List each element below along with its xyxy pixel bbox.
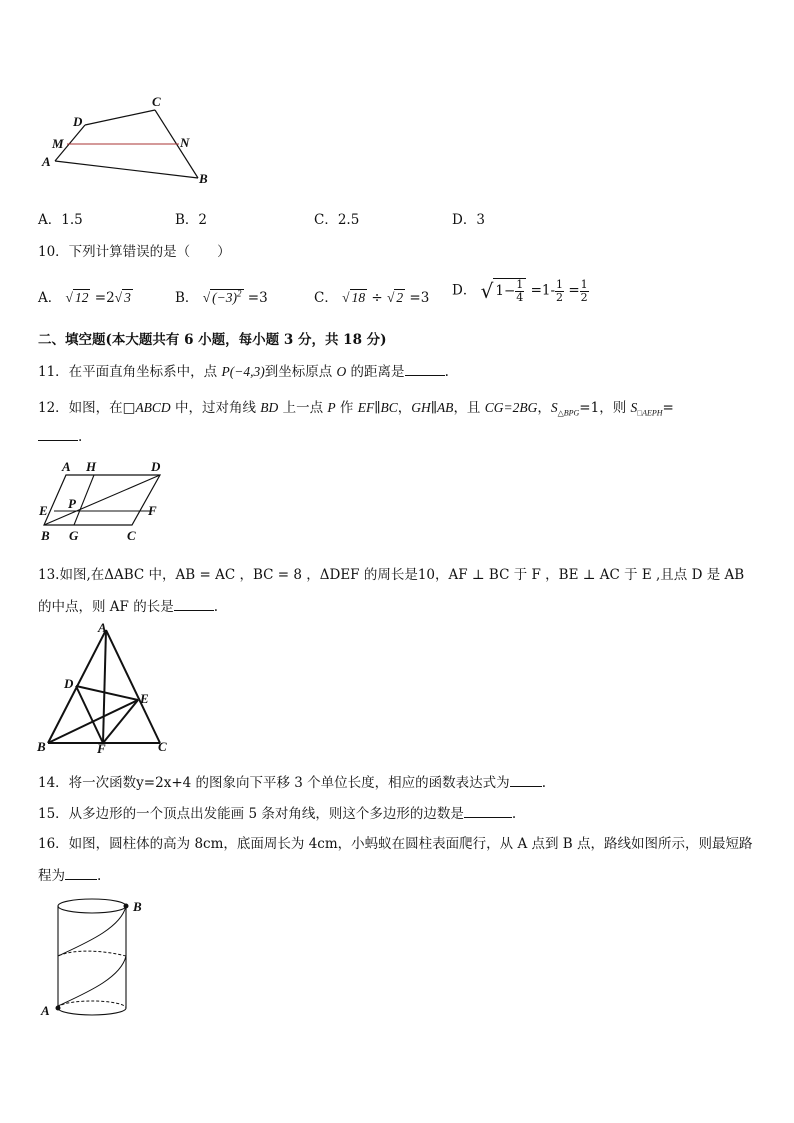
q16-cylinder-top (58, 899, 126, 913)
q9-option-a: A．1.5 (38, 212, 83, 228)
q12-label-c: C (127, 528, 136, 543)
q12-line2: . (38, 428, 82, 445)
q12-diagonal-bd (44, 475, 160, 525)
q11-answer-blank[interactable] (405, 363, 445, 376)
q10-option-a: A． √ 12 =2√ 3 (38, 290, 131, 306)
q9-option-d: D．3 (452, 212, 485, 228)
q9-side-ab (55, 161, 198, 178)
q13-segment-de (76, 686, 138, 700)
q9-label-m: M (52, 136, 64, 151)
q12-label-e: E (39, 503, 48, 518)
q10-option-b: B． √ $(-3)^2 =3$ (175, 288, 268, 306)
q9-label-b: B (199, 171, 208, 186)
q13-label-e: E (140, 691, 149, 706)
q9-option-c: C．2.5 (314, 212, 360, 228)
q9-label-c: C (152, 94, 161, 109)
q13-line2: 的中点，则 AF 的长是 . (38, 599, 218, 615)
q10-option-d: D． √ 1− $\frac{1}{4}$ =1- $\frac{1}{2}$ = $\frac{1}{2}$ (452, 277, 588, 304)
q9-option-b: B．2 (175, 212, 208, 228)
q9-trapezoid-figure (38, 94, 218, 190)
q9-label-a: A (42, 154, 51, 169)
q13-line1: 13.如图,在ΔABC 中，AB = AC ，BC = 8 ，ΔDEF 的周长是10，AF ⊥ BC 于 F ，BE ⊥ AC 于 E ,且点 D 是 AB (38, 567, 745, 583)
q14-answer-blank[interactable] (510, 774, 542, 787)
q16-answer-blank[interactable] (65, 867, 97, 880)
q12-label-p: P (68, 496, 76, 511)
q16-label-a: A (41, 1003, 50, 1018)
q12-line-gh (74, 475, 94, 525)
q14-text: 14．将一次函数y=2x+4 的图象向下平移 3 个单位长度，相应的函数表达式为 . (38, 775, 546, 791)
q12-label-b: B (41, 528, 50, 543)
q16-cylinder-bottom-back (58, 1001, 126, 1008)
q13-altitude-af (103, 630, 106, 743)
q11-text: 11．在平面直角坐标系中，点 P(−4,3)到坐标原点 O 的距离是 . (38, 364, 449, 380)
q9-label-n: N (180, 135, 190, 150)
q13-side-ac (106, 630, 160, 743)
q10-option-c: C． √ 18 ÷ √ 2 =3 (314, 290, 430, 306)
q12-label-h: H (86, 460, 97, 474)
q13-triangle-figure (34, 620, 178, 754)
section-2-heading: 二、填空题(本大题共有 6 小题，每小题 3 分，共 18 分) (38, 332, 387, 348)
q13-answer-blank[interactable] (174, 598, 214, 611)
q16-point-a (56, 1006, 61, 1011)
q16-cylinder-bottom-front (58, 1008, 126, 1015)
q13-label-a: A (98, 620, 107, 635)
q16-line1: 16．如图，圆柱体的高为 8cm，底面周长为 4cm，小蚂蚁在圆柱表面爬行，从 A 点到 B 点，路线如图所示，则最短路 (38, 836, 753, 852)
q16-line2: 程为 . (38, 868, 102, 884)
q10-stem: 10．下列计算错误的是（ ） (38, 244, 231, 260)
q12-label-a: A (62, 460, 71, 474)
q13-label-c: C (158, 739, 167, 754)
q13-label-b: B (37, 739, 46, 754)
q12-label-g: G (69, 528, 79, 543)
q16-point-b (124, 904, 129, 909)
q15-text: 15．从多边形的一个顶点出发能画 5 条对角线，则这个多边形的边数是 . (38, 806, 517, 822)
q13-label-f: F (97, 741, 106, 754)
q13-label-d: D (64, 676, 74, 691)
q16-ant-path-front (58, 906, 126, 1006)
q9-label-d: D (73, 114, 83, 129)
q16-label-b: B (133, 899, 142, 914)
q16-cylinder-figure (36, 893, 156, 1023)
q13-segment-ef (103, 700, 138, 743)
q12-label-f: F (148, 503, 157, 518)
q12-parallelogram-figure (36, 460, 176, 544)
q12-label-d: D (151, 460, 161, 474)
q12-line1: 12．如图，在□ABCD 中，过对角线 BD 上一点 P 作 EF∥BC，GH∥AB，且 CG=2BG，$S_{\triangle BPG}=1$，则 $S_{□AEPH}=$ (38, 400, 674, 418)
q15-answer-blank[interactable] (464, 805, 512, 818)
q12-answer-blank[interactable] (38, 428, 78, 441)
q13-segment-df (76, 686, 103, 743)
q9-side-dc (85, 110, 155, 125)
